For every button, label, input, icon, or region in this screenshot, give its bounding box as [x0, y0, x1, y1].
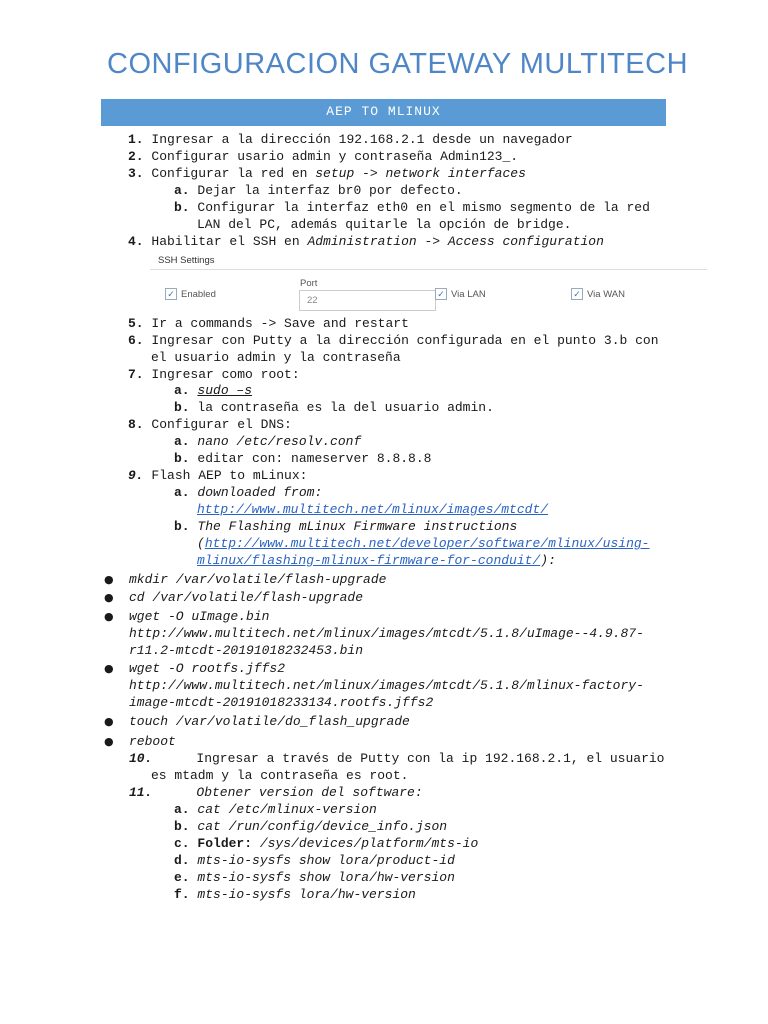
step-3a: a. Dejar la interfaz br0 por defecto.	[174, 183, 463, 198]
bullet-icon: ●	[104, 735, 114, 748]
cmd-wget-uimage-url: http://www.multitech.net/mlinux/images/mtcdt/5.1.8/uImage--4.9.87-	[129, 626, 644, 641]
section-banner: AEP TO MLINUX	[101, 99, 666, 126]
mtcdt-images-link[interactable]: http://www.multitech.net/mlinux/images/mtcdt/	[197, 502, 549, 517]
step-10-cont: es mtadm y la contraseña es root.	[151, 768, 409, 783]
ssh-settings-header: SSH Settings	[158, 255, 215, 266]
document-title: CONFIGURACION GATEWAY MULTITECH	[107, 48, 689, 80]
cmd-wget-uimage-url-cont: r11.2-mtcdt-20191018232453.bin	[129, 643, 364, 658]
step-3b-cont: LAN del PC, además quitarle la opción de bridge.	[197, 217, 572, 232]
enabled-label: Enabled	[181, 288, 216, 300]
bullet-icon: ●	[104, 591, 114, 604]
step-6: 6. Ingresar con Putty a la dirección configurada en el punto 3.b con	[128, 333, 659, 348]
step-7: 7. Ingresar como root:	[128, 367, 300, 382]
cmd-wget-rootfs: wget -O rootfs.jffs2	[129, 661, 286, 676]
port-input[interactable]: 22	[299, 290, 436, 311]
port-label: Port	[300, 278, 318, 289]
step-6-cont: el usuario admin y la contraseña	[151, 350, 401, 365]
step-7b: b. la contraseña es la del usuario admin.	[174, 400, 494, 415]
cmd-reboot: reboot	[129, 734, 176, 749]
check-icon: ✓	[435, 288, 447, 300]
bullet-icon: ●	[104, 662, 114, 675]
step-8: 8. Configurar el DNS:	[128, 417, 292, 432]
cmd-wget-uimage: wget -O uImage.bin	[129, 609, 270, 624]
bullet-icon: ●	[104, 610, 114, 623]
flashing-instructions-link-cont[interactable]: mlinux/flashing-mlinux-firmware-for-conduit/):	[197, 553, 556, 568]
bullet-icon: ●	[104, 573, 114, 586]
via-lan-checkbox[interactable]	[435, 288, 486, 300]
via-lan-label: Via LAN	[451, 288, 486, 300]
step-11: 11. Obtener version del software:	[129, 785, 423, 800]
step-3b: b. Configurar la interfaz eth0 en el mismo segmento de la red	[174, 200, 650, 215]
step-3: 3. Configurar la red en setup -> network interfaces	[128, 166, 526, 181]
step-7a: a. sudo –s	[174, 383, 253, 398]
step-11c: c. Folder: /sys/devices/platform/mts-io	[174, 836, 479, 851]
step-8a: a. nano /etc/resolv.conf	[174, 434, 362, 449]
step-11d: d. mts-io-sysfs show lora/product-id	[174, 853, 455, 868]
cmd-mkdir: mkdir /var/volatile/flash-upgrade	[129, 572, 387, 587]
check-icon: ✓	[571, 288, 583, 300]
step-8b: b. editar con: nameserver 8.8.8.8	[174, 451, 432, 466]
ssh-divider	[150, 269, 707, 270]
step-9b: b. The Flashing mLinux Firmware instructions	[174, 519, 518, 534]
step-11b: b. cat /run/config/device_info.json	[174, 819, 448, 834]
cmd-wget-rootfs-url: http://www.multitech.net/mlinux/images/mtcdt/5.1.8/mlinux-factory-	[129, 678, 644, 693]
step-2: 2. Configurar usario admin y contraseña Admin123_.	[128, 149, 519, 164]
step-11a: a. cat /etc/mlinux-version	[174, 802, 377, 817]
step-11f: f. mts-io-sysfs lora/hw-version	[174, 887, 416, 902]
cmd-wget-rootfs-url-cont: image-mtcdt-20191018233134.rootfs.jffs2	[129, 695, 434, 710]
cmd-cd: cd /var/volatile/flash-upgrade	[129, 590, 364, 605]
flashing-instructions-link[interactable]: (http://www.multitech.net/developer/software/mlinux/using-	[197, 536, 650, 551]
step-11e: e. mts-io-sysfs show lora/hw-version	[174, 870, 455, 885]
step-9a: a. downloaded from:	[174, 485, 323, 500]
via-wan-checkbox[interactable]	[571, 288, 625, 300]
step-10: 10. Ingresar a través de Putty con la ip 192.168.2.1, el usuario	[129, 751, 665, 766]
enabled-checkbox[interactable]	[165, 288, 216, 300]
via-wan-label: Via WAN	[587, 288, 626, 300]
check-icon: ✓	[165, 288, 177, 300]
step-4: 4. Habilitar el SSH en Administration -> Access configuration	[128, 234, 604, 249]
bullet-icon: ●	[104, 715, 114, 728]
ssh-settings-panel	[150, 251, 707, 315]
step-9: 9. Flash AEP to mLinux:	[128, 468, 308, 483]
cmd-touch: touch /var/volatile/do_flash_upgrade	[129, 714, 410, 729]
step-5: 5. Ir a commands -> Save and restart	[128, 316, 409, 331]
step-1: 1. Ingresar a la dirección 192.168.2.1 desde un navegador	[128, 132, 573, 147]
